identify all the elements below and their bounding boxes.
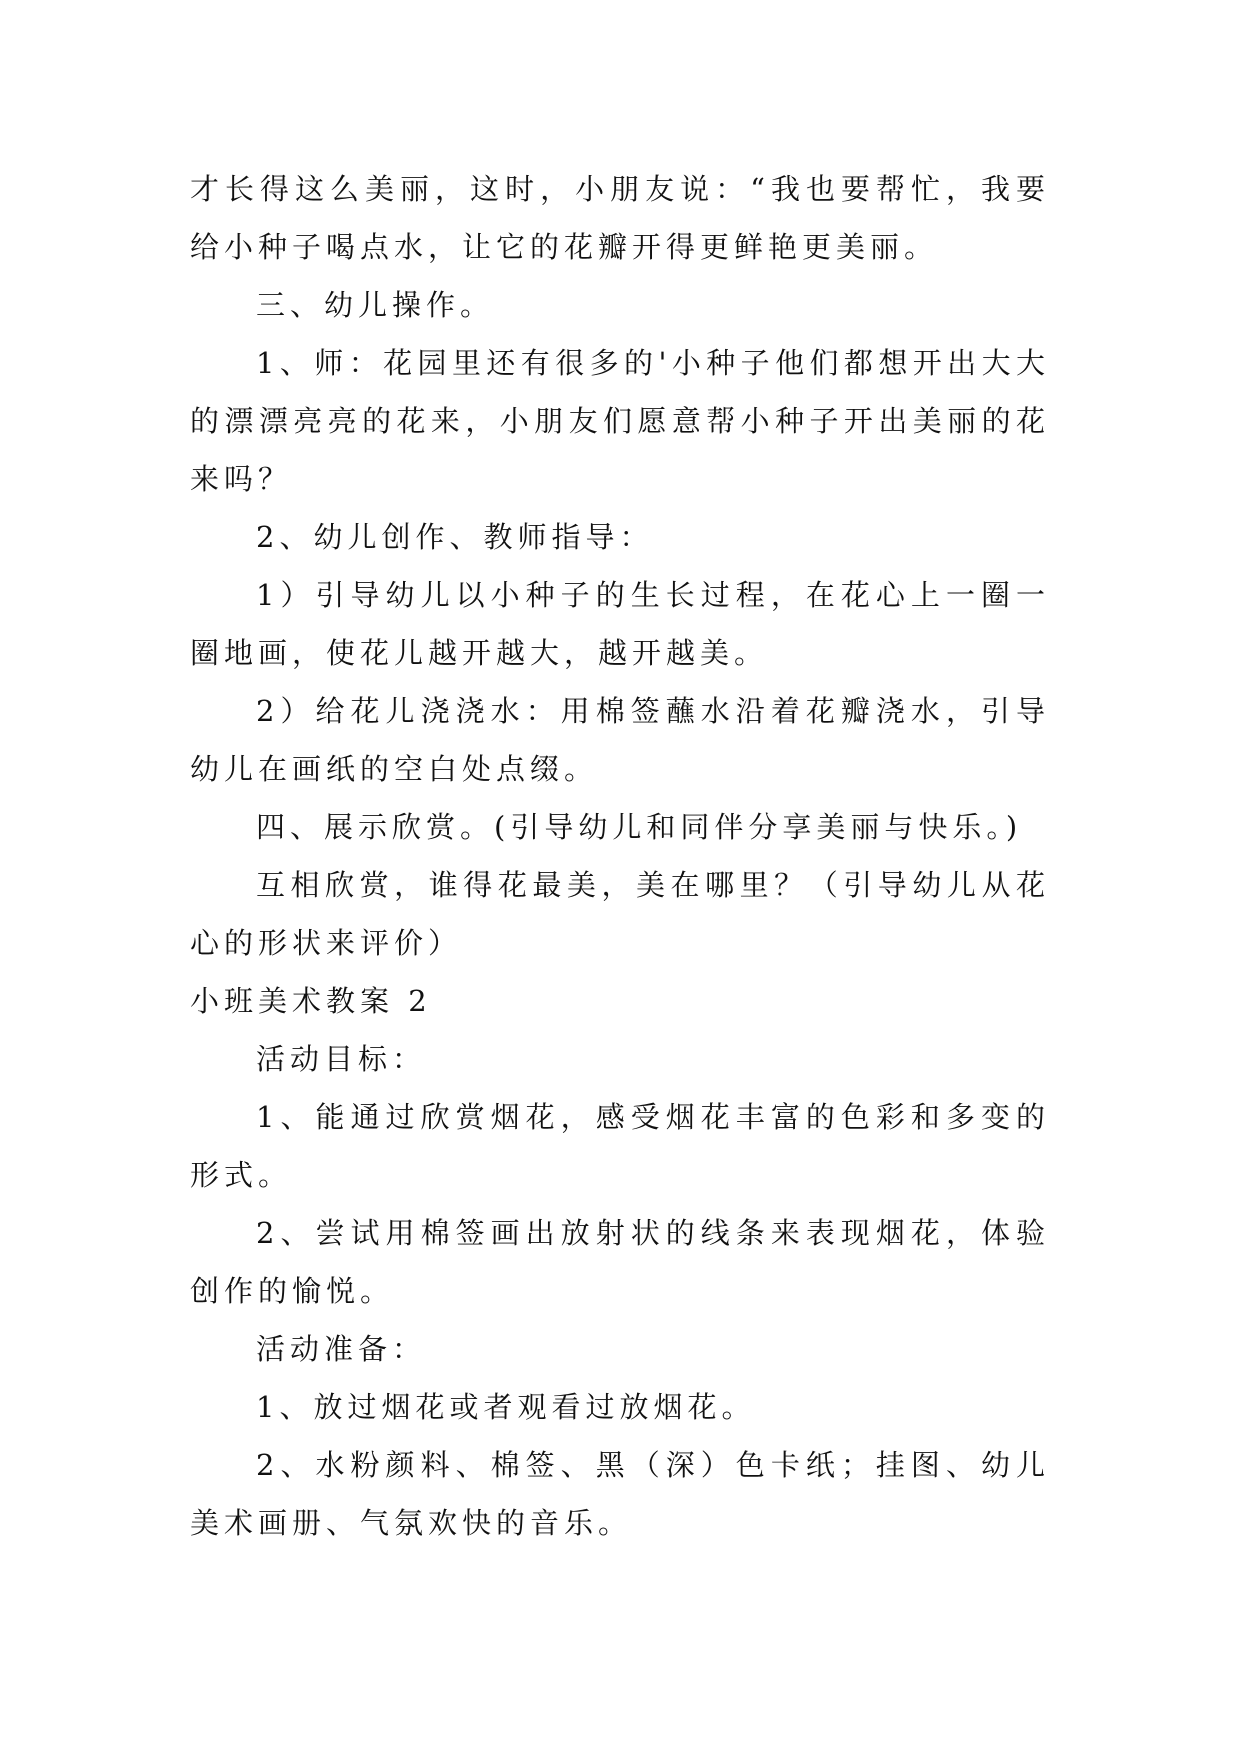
prep-item-2: 2、水粉颜料、棉签、黑（深）色卡纸；挂图、幼儿美术画册、气氛欢快的音乐。: [190, 1448, 1050, 1540]
paragraph-substep-2: 2）给花儿浇浇水：用棉签蘸水沿着花瓣浇水，引导幼儿在画纸的空白处点缀。: [190, 694, 1050, 786]
section-heading-operation: 三、幼儿操作。: [256, 288, 495, 322]
section-heading-display: 四、展示欣赏。(引导幼儿和同伴分享美丽与快乐。): [256, 810, 1023, 844]
prep-item-1: 1、放过烟花或者观看过放烟花。: [256, 1390, 756, 1424]
document-body: [190, 160, 1050, 1552]
paragraph-step-1: 1、师：花园里还有很多的'小种子他们都想开出大大的漂漂亮亮的花来，小朋友们愿意帮小种子开出美丽的花来吗？: [190, 346, 1050, 496]
goal-item-1: 1、能通过欣赏烟花，感受烟花丰富的色彩和多变的形式。: [190, 1100, 1050, 1192]
paragraph-step-2: 2、幼儿创作、教师指导：: [256, 520, 654, 554]
paragraph-continuation: 才长得这么美丽，这时，小朋友说：“我也要帮忙，我要给小种子喝点水，让它的花瓣开得更鲜艳更美丽。: [190, 172, 1050, 264]
paragraph-substep-1: 1）引导幼儿以小种子的生长过程，在花心上一圈一圈地画，使花儿越开越大，越开越美。: [190, 578, 1050, 670]
lesson-plan-title: 小班美术教案 2: [190, 984, 432, 1018]
activity-goals-heading: 活动目标：: [256, 1042, 427, 1076]
paragraph-appreciation: 互相欣赏，谁得花最美，美在哪里？（引导幼儿从花心的形状来评价）: [190, 868, 1050, 960]
goal-item-2: 2、尝试用棉签画出放射状的线条来表现烟花，体验创作的愉悦。: [190, 1216, 1050, 1308]
activity-prep-heading: 活动准备：: [256, 1332, 427, 1366]
